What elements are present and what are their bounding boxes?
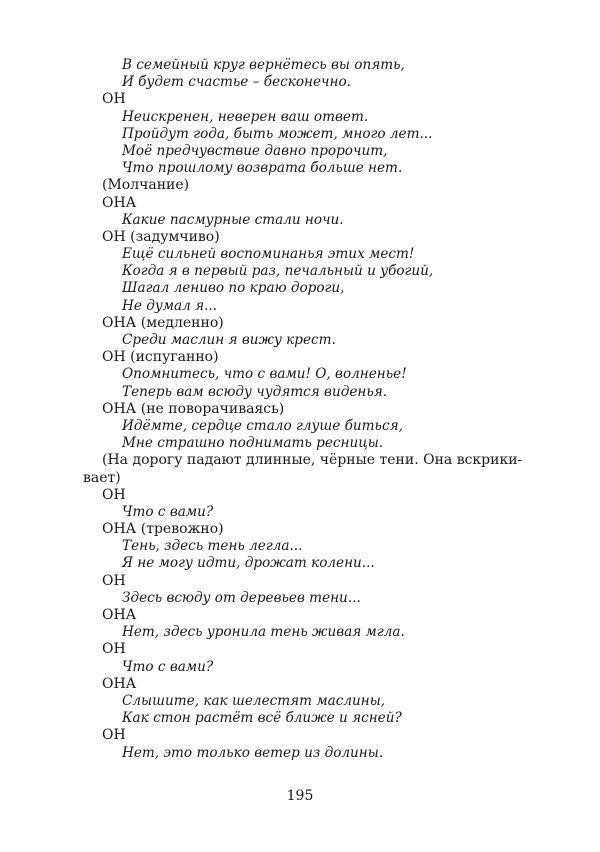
- verse-line: Что прошлому возврата больше нет.: [122, 160, 403, 177]
- verse-line: Здесь всюду от деревьев тени...: [122, 589, 361, 606]
- stage-direction: (Молчание): [102, 177, 190, 194]
- verse-line: Опомнитесь, что с вами! О, волненье!: [122, 366, 407, 383]
- verse-line: Что с вами?: [122, 658, 214, 675]
- verse-line: Среди маслин я вижу крест.: [122, 332, 336, 348]
- play-text: [0, 57, 600, 762]
- speaker-name: ОНА (тревожно): [102, 521, 224, 538]
- verse-line: Когда я в первый раз, печальный и убогий,: [122, 263, 434, 280]
- verse-line: Тень, здесь тень легла...: [122, 538, 303, 555]
- verse-line: Не думал я...: [122, 297, 218, 314]
- verse-line: Что с вами?: [122, 503, 214, 520]
- speaker-name: ОН (задумчиво): [102, 228, 220, 245]
- speaker-name: ОН: [102, 727, 126, 744]
- verse-line: В семейный круг вернётесь вы опять,: [122, 57, 405, 73]
- verse-line: Теперь вам всюду чудятся виденья.: [122, 383, 388, 400]
- verse-line: Я не могу идти, дрожат колени...: [122, 555, 375, 572]
- page-number: 195: [286, 788, 314, 804]
- speaker-name: ОНА: [102, 607, 137, 623]
- verse-line: Нет, это только ветер из долины.: [122, 744, 384, 761]
- speaker-name: ОН: [102, 486, 126, 503]
- verse-line: Как стон растёт всё ближе и ясней?: [122, 710, 402, 727]
- speaker-name: ОНА: [102, 194, 137, 211]
- speaker-name: ОН (испуганно): [102, 349, 219, 366]
- verse-line: Слышите, как шелестят маслины,: [122, 692, 386, 709]
- verse-line: Мне страшно поднимать ресницы.: [122, 435, 384, 452]
- speaker-name: ОН: [102, 572, 126, 589]
- verse-line: Нет, здесь уронила тень живая мгла.: [122, 624, 405, 641]
- verse-line: Неискренен, неверен ваш ответ.: [122, 108, 369, 125]
- verse-line: Моё предчувствие давно пророчит,: [122, 142, 388, 159]
- verse-line: Идёмте, сердце стало глуше биться,: [122, 417, 403, 434]
- speaker-name: ОН: [102, 91, 126, 108]
- verse-line: Ещё сильней воспоминанья этих мест!: [122, 246, 415, 263]
- speaker-name: ОНА (не поворачиваясь): [102, 400, 285, 417]
- speaker-name: ОН: [102, 641, 126, 658]
- verse-line: Пройдут года, быть может, много лет...: [122, 125, 433, 142]
- verse-line: И будет счастье – бесконечно.: [122, 74, 351, 91]
- stage-direction: (На дорогу падают длинные, чёрные тени. Она вскрики-: [102, 452, 523, 469]
- speaker-name: ОНА: [102, 675, 137, 692]
- verse-line: Шагал лениво по краю дороги,: [122, 280, 345, 297]
- stage-direction-continuation: вает): [83, 469, 121, 486]
- speaker-name: ОНА (медленно): [102, 314, 224, 331]
- verse-line: Какие пасмурные стали ночи.: [122, 211, 344, 228]
